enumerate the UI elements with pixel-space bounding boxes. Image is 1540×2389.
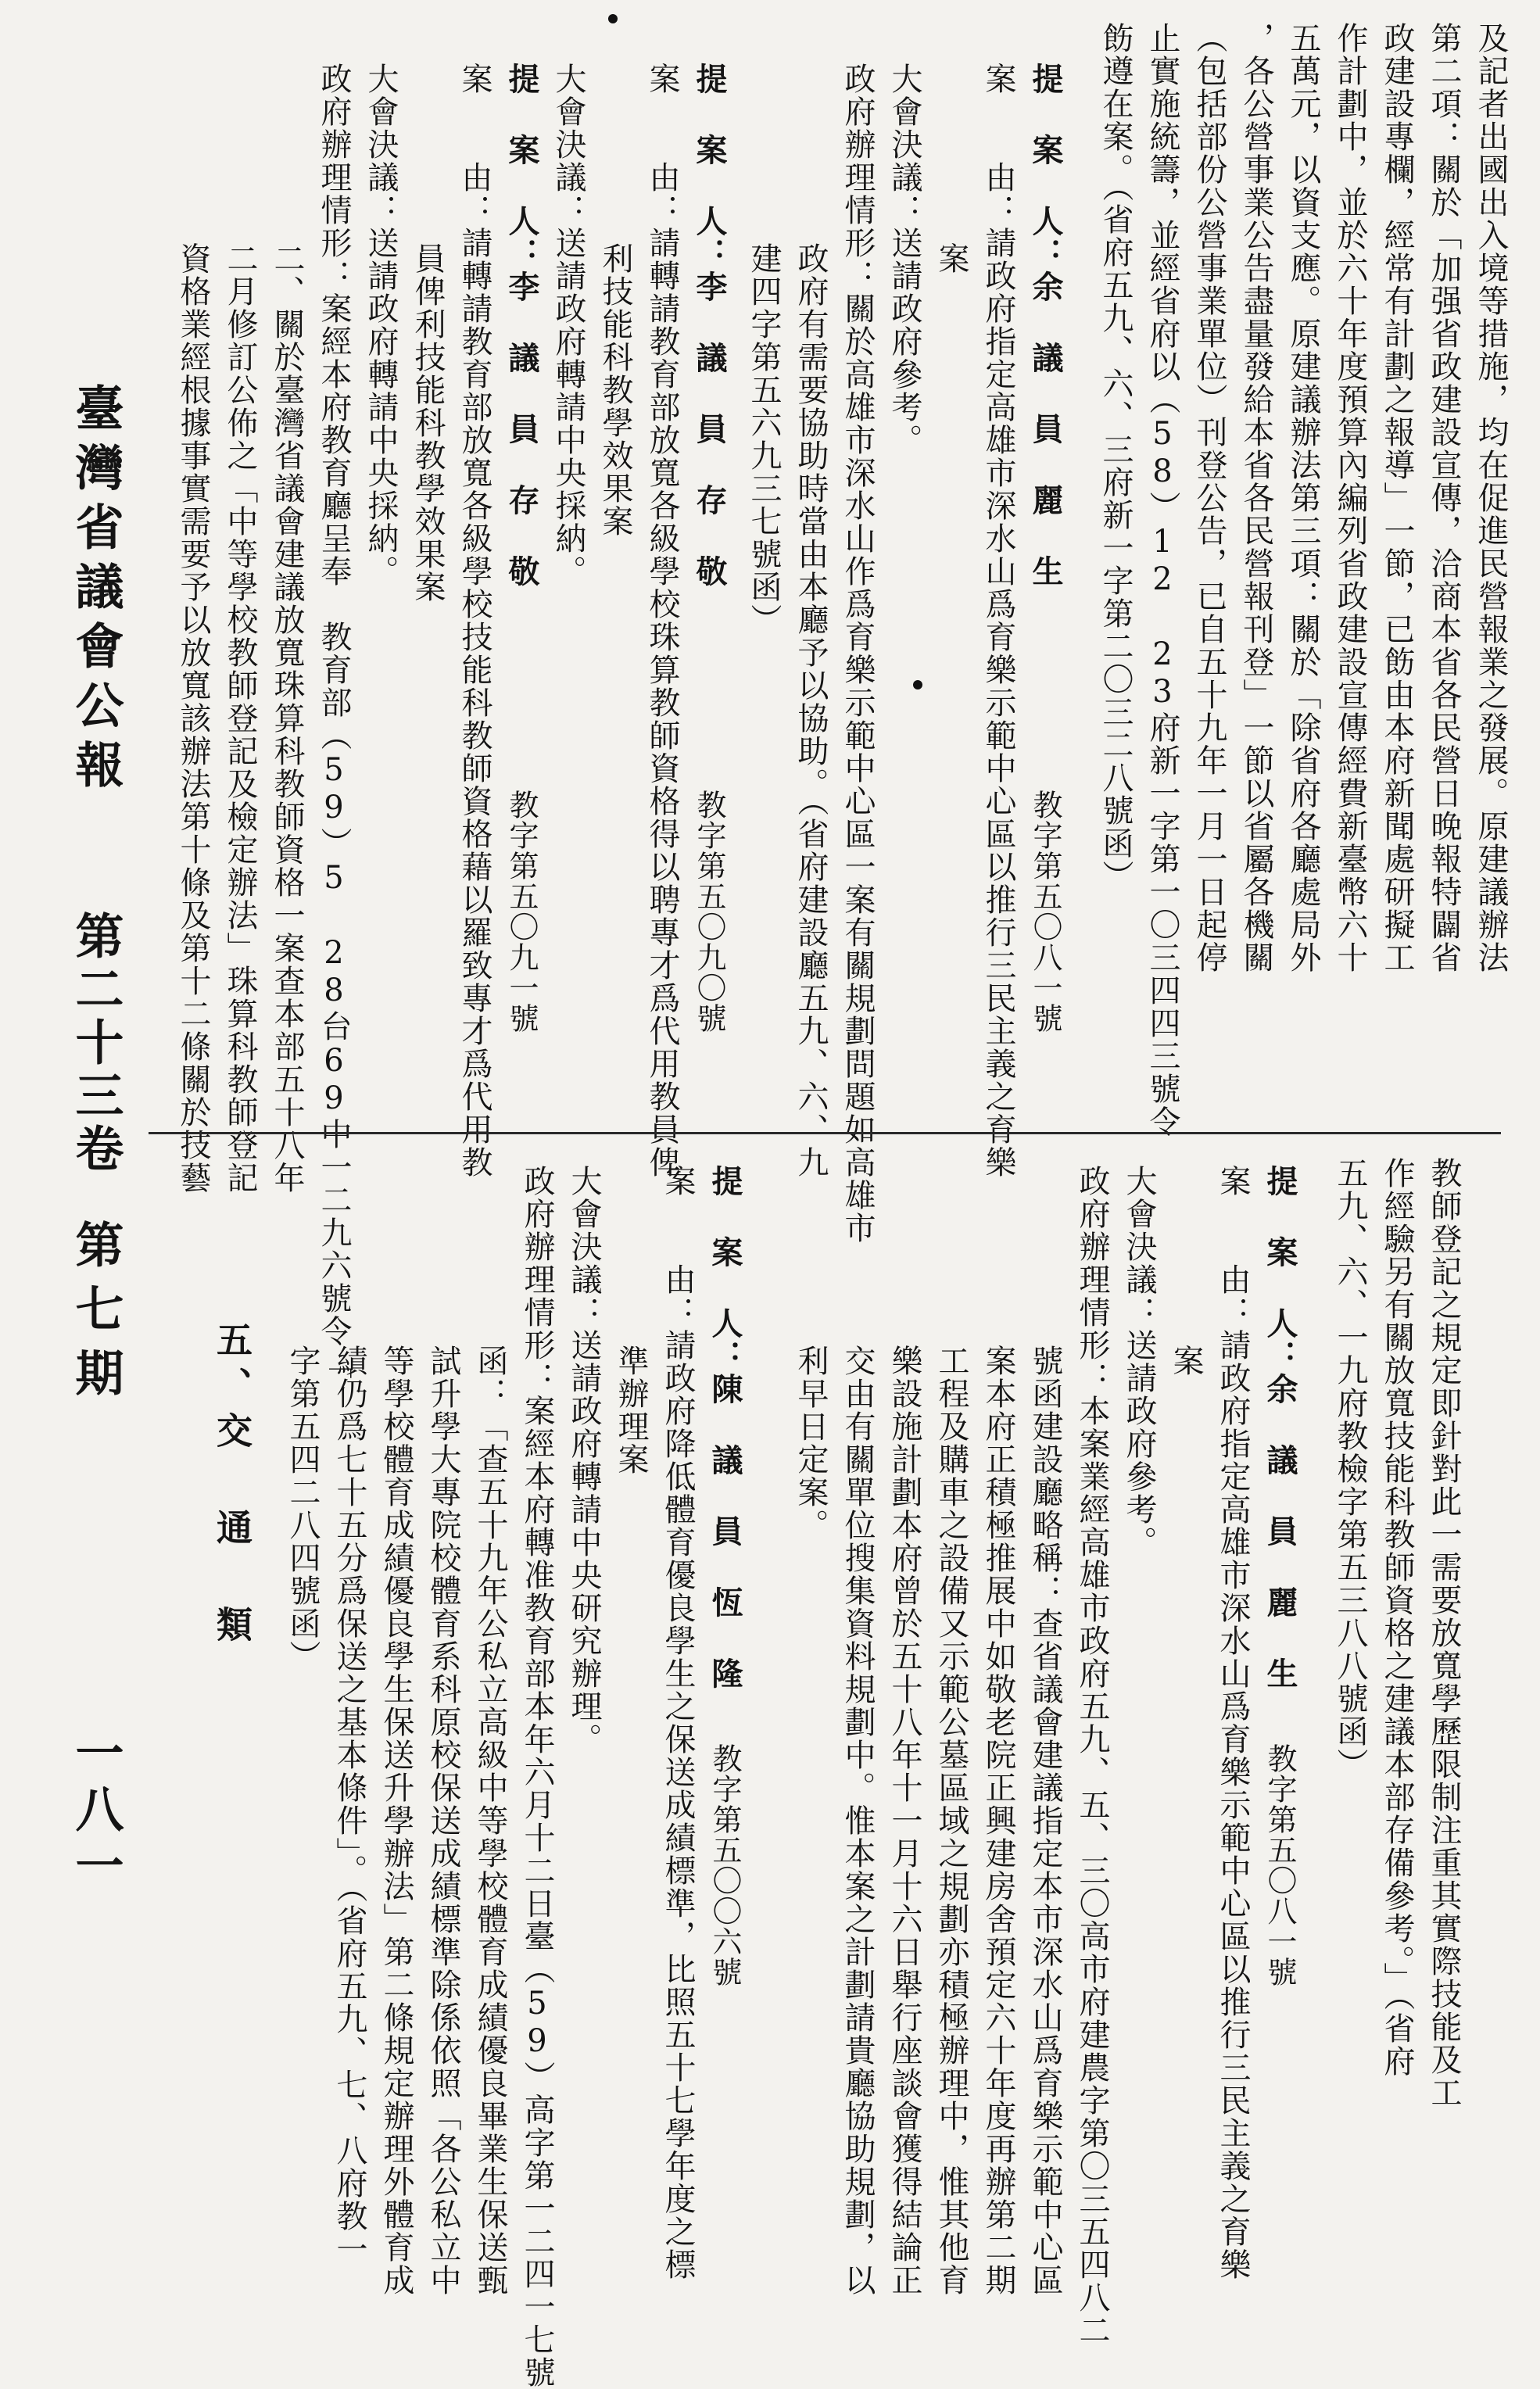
body-column: 飭遵在案。（省府五九、六、三府新一字第二〇三二八號函）: [1098, 22, 1134, 893]
issue-label: 第七期: [67, 1220, 124, 1412]
resolution-line: 大會決議：送請政府轉請中央採納。: [363, 63, 399, 588]
reason-line: 案 由：請政府降低體育優良學生之保送成績標準，比照五十七學年度之標: [660, 1165, 696, 2281]
status-line: 二月修訂公佈之「中等學校教師登記及檢定辦法」珠算科教師登記: [222, 242, 258, 1194]
status-line: 函：「查五十九年公私立高級中等學校體育成績優良畢業生保送甄: [472, 1345, 508, 2297]
body-column: 政建設專欄，經常有計劃之報導」一節，已飭由本府新聞處研擬工: [1379, 22, 1415, 974]
body-column: 五萬元，以資支應。原建議辦法第三項：關於「除省府各廳處局外: [1285, 22, 1321, 974]
body-column: 止實施統籌，並經省府以（58）12 23府新一字第一〇三四四三號令: [1144, 22, 1180, 1138]
reason-line: 案 由：請政府指定高雄市深水山爲育樂示範中心區以推行三民主義之育樂: [1215, 1165, 1251, 2281]
status-line: 交由有關單位搜集資料規劃中。惟本案之計劃請貴廳協助規劃，以: [840, 1345, 876, 2297]
volume-label: 第二十三卷: [67, 911, 124, 1177]
status-line: 政府辦理情形：關於高雄市深水山作爲育樂示範中心區一案有關規劃問題如高雄市: [840, 63, 876, 1245]
reason-line: 利技能科教學效果案: [597, 242, 633, 538]
status-line: 政府辦理情形：案經本府教育廳呈奉 教育部（59）5 28台69中一二九六號令「: [316, 63, 352, 1381]
reason-line: 準辦理案: [613, 1345, 649, 1476]
section-divider: [149, 1132, 1501, 1134]
proposer-line: 提 案 人：陳 議 員 恆 隆: [707, 1165, 743, 1690]
status-line: 二、關於臺灣省議會建議放寬珠算科教師資格一案查本部五十八年: [269, 242, 305, 1194]
case-number: 教字第五〇〇六號: [707, 1743, 742, 1987]
status-line: 政府辦理情形：本案業經高雄市政府五九、五、三〇高市府建農字第〇三五四八二: [1074, 1165, 1110, 2347]
status-line: 試升學大專院校體育系科原校保送成績標準除係依照「各公私立中: [425, 1345, 461, 2297]
page-number: 一八一: [67, 1728, 124, 1897]
status-line: 案本府正積極推展中如敬老院正興建房舍預定六十年度再辦第二期: [980, 1345, 1016, 2297]
status-line: 政府有需要協助時當由本廳予以協助。（省府建設廳五九、六、九: [793, 242, 829, 1179]
body-column: 五九、六、一九府教檢字第五三八八號函）: [1332, 1157, 1368, 1781]
resolution-line: 大會決議：送請政府轉請中央研究辦理。: [566, 1165, 602, 1756]
body-column: 教師登記之規定即針對此一需要放寬學歷限制注重其實際技能及工: [1426, 1157, 1462, 2109]
body-column: 作計劃中，並於六十年度預算內編列省政建設宣傳經費新臺幣六十: [1332, 22, 1368, 974]
case-number: 教字第五〇九〇號: [692, 790, 726, 1033]
status-line: 利早日定案。: [793, 1345, 829, 1542]
reason-line: 案 由：請轉請教育部放寬各級學校珠算教師資格得以聘專才爲代用教員俾: [644, 63, 680, 1179]
resolution-line: 大會決議：送請政府轉請中央採納。: [550, 63, 586, 588]
reason-line: 案: [933, 242, 969, 275]
proposer-line: 提 案 人：余 議 員 麗 生: [1027, 63, 1064, 588]
body-column: 第二項：關於「加强省政建設宣傳，洽商本省各民營日晚報特闢省: [1426, 22, 1462, 974]
reason-line: 案 由：請政府指定高雄市深水山爲育樂示範中心區以推行三民主義之育樂: [980, 63, 1016, 1179]
status-line: 字第五四二八四號函）: [285, 1345, 321, 1673]
resolution-line: 大會決議：送請政府參考。: [1121, 1165, 1157, 1559]
proposer-line: 提 案 人：李 議 員 存 敬: [503, 63, 540, 588]
print-speck: [913, 680, 922, 689]
body-column: 及記者出國出入境等措施，均在促進民營報業之發展。原建議辦法: [1473, 22, 1509, 974]
status-line: 等學校體育成績優良學生保送升學辦法」第二條規定辦理外體育成: [378, 1345, 414, 2297]
case-number: 教字第五〇九一號: [504, 790, 539, 1033]
status-line: 績仍爲七十五分爲保送之基本條件」。（省府五九、七、八府教一: [331, 1345, 367, 2265]
reason-line: 員俾利技能科教學效果案: [410, 242, 446, 604]
reason-line: 案 由：請轉請教育部放寬各級學校技能科教師資格藉以羅致專才爲代用教: [457, 63, 492, 1179]
body-column: 作經驗另有關放寬技能科教師資格之建議本部存備參考。」（省府: [1379, 1157, 1415, 2078]
proposer-line: 提 案 人：李 議 員 存 敬: [691, 63, 728, 588]
journal-title: 臺灣省議會公報: [67, 383, 124, 799]
status-line: 政府辦理情形：案經本府轉准教育部本年六月十二日臺（59）高字第一二四一七號: [519, 1165, 555, 2389]
status-line: 資格業經根據事實需要予以放寬該辦法第十條及第十二條關於技藝: [175, 242, 211, 1194]
case-number: 教字第五〇八一號: [1262, 1743, 1297, 1987]
case-number: 教字第五〇八一號: [1028, 790, 1062, 1033]
status-line: 樂設施計劃本府曾於五十八年十一月十六日舉行座談會獲得結論正: [886, 1345, 922, 2297]
status-line: 工程及購車之設備又示範公墓區域之規劃亦積極辦理中，惟其他育: [933, 1345, 969, 2297]
print-speck: [608, 14, 618, 23]
body-column: ，各公營事業公告盡量發給本省各民營報刊登」一節以省屬各機關: [1238, 22, 1274, 974]
status-line: 號函建設廳略稱：查省議會建議指定本市深水山爲育樂示範中心區: [1027, 1345, 1063, 2297]
section-heading: 五、交 通 類: [211, 1321, 253, 1651]
resolution-line: 大會決議：送請政府參考。: [886, 63, 922, 457]
proposer-line: 提 案 人：余 議 員 麗 生: [1262, 1165, 1298, 1690]
status-line: 建四字第五六九三七號函）: [746, 242, 782, 636]
body-column: （包括部份公營事業單位）刊登公告，已自五十九年一月一日起停: [1191, 22, 1227, 974]
reason-line: 案: [1168, 1345, 1204, 1377]
